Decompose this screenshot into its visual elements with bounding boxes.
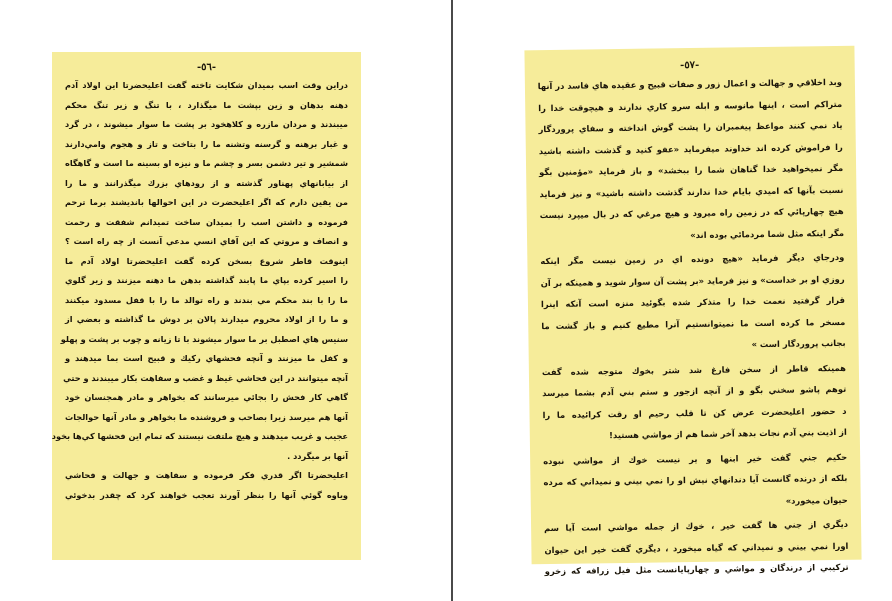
page-number: -٥٦- bbox=[196, 62, 217, 73]
text-line: توهم پاشو سخني بگو و از آنچه ازجور و ستم بني آدم بشما ميرسد bbox=[542, 383, 847, 399]
text-line: آنها هم ميرسد زيرا بصاحب و فروشنده ما بخواهر و مادر آنها حوالجات bbox=[65, 411, 348, 422]
text-line: و غبار برهنه و گرسنه وتشنه ما را بتاخت و تاز و هجوم وامي‌دارند bbox=[65, 138, 348, 149]
text-line: ودرجاي ديگر فرمايد «هيچ دونده اي در زمين نيست مگر اينكه bbox=[540, 251, 845, 267]
text-line: مسخر ما كرده است ما نميتوانستيم آنرا مطيع كنيم و باز گشت ما bbox=[541, 316, 846, 331]
text-line: سنيس هاي اصطبل بر ما سوار ميشوند با تا زيانه و چوب بر پشت و پهلو bbox=[60, 333, 348, 344]
text-line: و انصاف و مروتي كه اين آقاي انسي مدعي آنست از چه راه است ؟ bbox=[65, 236, 348, 246]
text-line: عجيب و غريب ميدهند و هيچ ملتفت نيستند كه تمام اين فحشها كي‌ها بخود bbox=[51, 431, 348, 441]
text-line: ميبندند و مردان مازره و كلاهخود بر پشت ما سوار ميشوند ، در گرد bbox=[65, 119, 348, 129]
page-text bbox=[538, 72, 849, 583]
text-line: روزي او بر خداست» و نيز فرمايد «بر پشت آن سوار شويد و همينكه بر آن bbox=[540, 273, 845, 288]
text-line: شمشير و تير دشمن بسر و چشم ما و نيزه او بسينه ما است و گاهگاه bbox=[65, 158, 348, 168]
text-line: بجانب پروردگار است » bbox=[751, 337, 846, 350]
text-line: متراكم است ، اينها مانوسه و ابله سرو كاري ندارند و هيچوقت خدا را bbox=[538, 98, 843, 113]
text-line: ياد نمي كنند مواعظ پيغمبران را پشت گوش انداخته و سفاي پروردگار bbox=[538, 119, 843, 135]
text-line: و ما را از اولاد محروم ميدارند پالان بر دوش ما گذاشته و بعضي از bbox=[65, 314, 348, 324]
text-line: و كفل ما ميزنند و آنچه فحشهاي ركيك و قبيح است بما ميدهند و bbox=[65, 353, 348, 363]
text-line: را اسير كرده بپاي ما پابند گذاشته بدهن ما دهنه ميزنند و زير گلوي bbox=[65, 275, 348, 285]
text-line: هيچ چهارپائي كه در زمين راه ميرود و هيچ مرغي كه در بال ميپرد نيست bbox=[539, 205, 844, 221]
text-line: اعليحضرتا اگر قدري فكر فرموده و سفاهت و جهالت و فحاشي bbox=[65, 470, 348, 480]
spread-divider bbox=[451, 0, 453, 601]
text-line: اينوقت قاطر شروع بسخن كرده گفت اعليحضرتا اولاد آدم ما bbox=[65, 255, 348, 266]
right-page bbox=[524, 46, 861, 577]
left-page bbox=[52, 52, 361, 560]
text-line: آنها بر ميگردد . bbox=[287, 450, 348, 461]
text-line: مگر اينكه مثل شما مردمائي بوده اند» bbox=[690, 227, 845, 240]
page-number: -٥٧- bbox=[680, 59, 700, 72]
text-line: نسبت بآنها كه اميدي بايام خدا ندارند گذشت داشته باشيد» و نيز فرمايد bbox=[539, 184, 844, 199]
text-line: تركيبي از درندگان و مواشي و چهارپايانست مثل فيل زرافه كه زخرو bbox=[544, 561, 849, 577]
text-line: من يقين دارم كه اگر اعليحضرت در اين احوالها بانديشند برما ترحم bbox=[65, 197, 348, 207]
text-line: حيوان ميخورد» bbox=[785, 494, 848, 506]
text-line: از بيابانهاي پهناور گذشته و از رودهاي بزرك ميگذرانند و ما را bbox=[65, 177, 348, 188]
text-line: بلكه از درنده گانست آيا دندانهاي نيش او را نمي بيني و نميداني كه مرده bbox=[543, 472, 848, 488]
text-line: فرموده و داشتن اسب را بميدان ساخت تميدانم شفقت و رحمت bbox=[65, 216, 348, 227]
text-line: وياوه گوئي آنها را بنظر آورند تعجب خواهند كرد كه چقدر بدخوئي bbox=[65, 489, 348, 500]
text-line: ما را با بند محكم مي بندند و راه توالد ما را با قفل مسدود ميكنند bbox=[65, 294, 348, 305]
text-line: دراين وقت اسب بميدان شكايت تاخته گفت اعليحضرتا اين اولاد آدم bbox=[65, 80, 348, 90]
text-line: اورا نمي بيني و نميداني كه گياه ميخورد ، ديگري گفت خير اين حيوان bbox=[544, 540, 849, 555]
text-line: ديگري از جني ها گفت خير ، خوك از جمله مواشي است آيا سم bbox=[544, 518, 849, 534]
text-line: دهنه بدهان و زين بپشت ما ميگذارد ، با تنگ و زير تنگ محكم bbox=[65, 99, 348, 110]
text-line: گاهي كار فحش را بجائي ميرسانند كه بخواهر و مادر همجنسان خود bbox=[65, 392, 348, 402]
text-line: د حضور اعليحضرت عرض كن تا قلب رحيم او رقت كرائيده ما را bbox=[542, 405, 847, 420]
text-line: را فراموش كرده اند خداوند ميفرمايد «عفو كنيد و گذشت داشته باشيد bbox=[538, 141, 843, 156]
text-line: آنچه ميتوانند در اين فحاشي غيظ و غضب و سفاهت بكار ميبندند و حتي bbox=[63, 372, 348, 383]
text-line: مگر نميخواهيد خدا گناهان شما را ببخشد» و باز فرمايد «مؤمنين بگو bbox=[539, 162, 844, 178]
text-line: وبد اخلاقي و جهالت و اعمال زور و صفات قبيح و عقيده هاي فاسد در آنها bbox=[537, 76, 842, 92]
text-line: قرار گرفتيد نعمت خدا را متذكر شده بگوئيد منزه است آنكه اينرا bbox=[540, 294, 846, 310]
text-line: حكيم جني گفت خير ابنها و ير نيست خوك از مواشي نبوده bbox=[543, 451, 848, 466]
text-line: همينكه قاطر از سخن فارغ شد شتر بخوك متوجه شده گفت bbox=[541, 362, 846, 377]
text-line: از اذيت بني آدم نجات بدهد آخر شما هم از مواشي هستيد! bbox=[609, 426, 847, 441]
page-text bbox=[51, 76, 348, 505]
